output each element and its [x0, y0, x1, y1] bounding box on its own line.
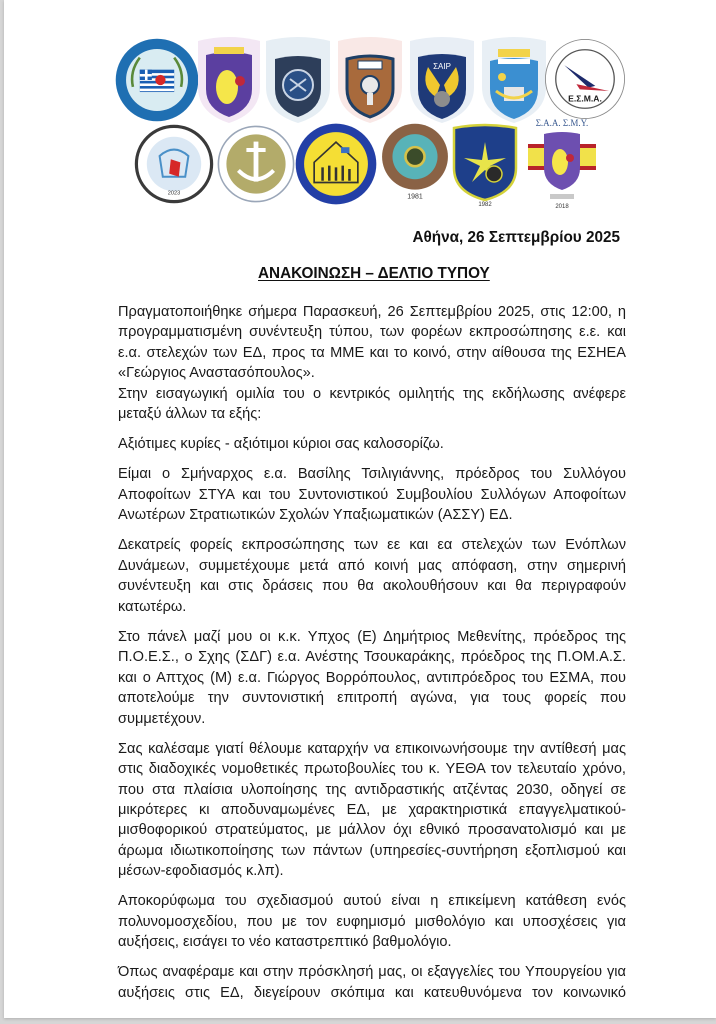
logo-poesi [114, 37, 200, 123]
paragraph-greeting: Αξιότιμες κυρίες - αξιότιμοι κύριοι σας καλοσορίζω. [118, 436, 444, 453]
logo-saaemy [522, 112, 602, 210]
svg-text:2018: 2018 [555, 204, 569, 210]
logo-brown-seal [380, 122, 450, 200]
svg-text:Ε.Σ.Μ.Α.: Ε.Σ.Μ.Α. [568, 93, 602, 104]
paragraph-speaker: Είμαι ο Σμήναρχος ε.α. Βασίλης Τσιλιγιάννης, πρόεδρος του Συλλόγου Αποφοίτων ΣΤΥΑ και του Συντονιστικού Συμβουλίου Συλλόγων Αποφοίτων Ανωτέρων Στρατιωτικών Σχολών Υπαξιωματικών (ΑΣΣΥ) ΕΔ. [118, 466, 626, 524]
logo-sap [406, 33, 478, 125]
logo-anchor-association [216, 124, 296, 204]
paragraph-bill: Αποκορύφωμα του σχεδιασμού αυτού είναι η επικείμενη κατάθεση ενός πολυνομοσχεδίου, που με τον ευφημισμό μισθολόγιο και υποσχέσεις για αυξήσεις, εισάγει το νέο καταστρεπτικό βαθμολόγιο. [118, 893, 626, 951]
logo-esma [542, 35, 628, 123]
date-line: Αθήνα, 26 Σεπτεμβρίου 2025 [412, 229, 620, 246]
paragraph-speech-intro: Στην εισαγωγική ομιλία του ο κεντρικός ομιλητής της εκδήλωσης ανέφερε μεταξύ άλλων τα εξής: [118, 385, 626, 423]
logo-saseay [194, 33, 264, 125]
logo-shield-star [450, 122, 520, 206]
logo-sasty [262, 33, 334, 125]
logo-row-top [4, 37, 716, 127]
svg-text:1981: 1981 [407, 193, 423, 200]
logo-pomas [134, 124, 214, 204]
logo-row-bottom [4, 120, 716, 210]
paragraph-intro: Πραγματοποιήθηκε σήμερα Παρασκευή, 26 Σεπτεμβρίου 2025, στις 12:00, η προγραμματισμένη συνέντευξη τύπου, των φορέων εκπροσώπησης ε.ε. και ε.α. στελεχών των ΕΔ, προς τα ΜΜΕ και το κοινό, στην αίθουσα της ΕΣΗΕΑ «Γεώργιος Αναστασόπουλος». [118, 304, 626, 382]
document-body [118, 302, 626, 1013]
paragraph-opposition: Σας καλέσαμε γιατί θέλουμε καταρχήν να επικοινωνήσουμε την αντίθεσή μας στις διαδοχικές νομοθετικές πρωτοβουλίες του κ. ΥΕΘΑ τον τελευταίο χρόνο, που στα πλαίσια υλοποίησης της αντιδραστικής ατζέντας 2030, οδηγεί σε μικρότερες κι αποδυναμωμένες ΕΔ, με χαρακτηριστικά επαγγελματικού-μισθοφορικού στρατεύματος, με μάλλον όχι εθνικό προσανατολισμό και με άρωμα ιδιωτικοποίησης των πάντων (υπηρεσίες-συντήρηση εξοπλισμού και μέσων-εφοδιασμός κ.λπ). [118, 740, 626, 880]
paragraph-announcements: Όπως αναφέραμε και στην πρόσκλησή μας, οι εξαγγελίες του Υπουργείου για αυξήσεις στις ΕΔ, διεγείρουν σκόπιμα και κατευθυνόμενα τον κοινωνικό [118, 964, 626, 1001]
svg-text:2023: 2023 [167, 190, 181, 197]
svg-text:Σ.Α.Α. Σ.Μ.Υ.: Σ.Α.Α. Σ.Μ.Υ. [535, 118, 589, 128]
svg-text:1982: 1982 [478, 202, 492, 206]
logo-sae [334, 33, 406, 125]
svg-text:ΣΑΙΡ: ΣΑΙΡ [433, 62, 451, 71]
paragraph-participants: Δεκατρείς φορείς εκπροσώπησης των εε και εα στελεχών των Ενόπλων Δυνάμεων, συμμετέχουμε μετά από κοινή μας απόφαση, στην σημερινή συνέντευξη και στις δράσεις που θα ακολουθήσουν και θα περιγραφούν κατωτέρω. [118, 537, 626, 615]
document-page [4, 0, 716, 1018]
document-title: ΑΝΑΚΟΙΝΩΣΗ – ΔΕΛΤΙΟ ΤΥΠΟΥ [258, 265, 490, 282]
paragraph-panel: Στο πάνελ μαζί μου οι κ.κ. Υπχος (Ε) Δημήτριος Μεθενίτης, πρόεδρος της Π.Ο.Ε.Σ., ο Σχης (ΣΔΓ) ε.α. Ανέστης Τσουκαράκης, πρόεδρος της Π.ΟΜ.Α.Σ. και ο Απτχος (Μ) ε.α. Γιώργος Βορρόπουλος, αντιπρόεδρος του ΕΣΜΑ, που αποτελούμε την συντονιστική επιτροπή αγώνα, για τους φορείς που συμμετέχουν. [118, 628, 626, 727]
logo-soea [294, 122, 378, 206]
